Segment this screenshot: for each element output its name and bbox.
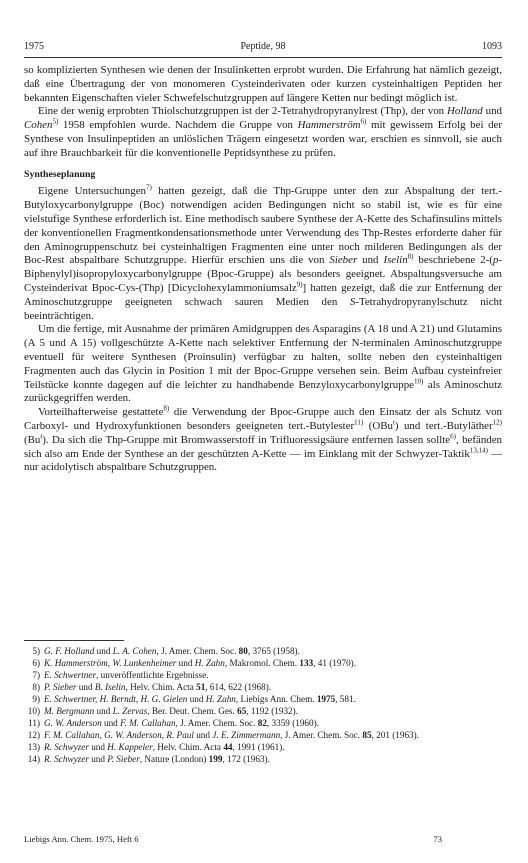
footnote: 12) F. M. Callahan, G. W. Anderson, R. Paul und J. E. Zimmermann, J. Amer. Chem. Soc. 85, 201 (1963). <box>27 730 420 740</box>
footnotes <box>24 645 502 765</box>
paragraph-5: Vorteilhafterweise gestattete$^{8)}$ die Verwendung der Bpoc-Gruppe auch den Einsatz der als Schutz von Carboxyl- und Hydroxyfunktionen besonders geeigneten tert.-Butylester$^{11)}$ (OBu$^t$) und tert.-Butyläther$^{12)}$ (Bu$^t$). Da sich die Thp-Gruppe mit Bromwasserstoff in Trifluoressigsäure entfernen lassen sollte$^{6)}$, befänden sich also am Ende der Synthese an der geschützten A-Kette — im Einklang mit der Schwyzer-Taktik$^{13,14)}$ — nur acidolytisch abspaltbare Schutzgruppen. <box>24 404 502 474</box>
footer-sheet-number: 73 <box>433 834 442 844</box>
footnote: 10) M. Bergmann und L. Zervas, Ber. Deut. Chem. Ges. 65, 1192 (1932). <box>27 706 299 716</box>
footnote: 14) R. Schwyzer und P. Sieber, Nature (London) 199, 172 (1963). <box>27 754 270 764</box>
article-body <box>24 64 502 475</box>
paragraph-4: Um die fertige, mit Ausnahme der primären Amidgruppen des Asparagins (A 18 und A 21) und Glutamins (A 5 und A 15) vollgeschützte A-Kette nach selektiver Entfernung der N-terminalen Aminoschutzgruppe eventuell für weitere Synthesen (Proinsulin) verfügbar zu halten, sollte neben den cysteinhaltigen Fragmenten auch das Glycin in Position 1 mit der Bpoc-Gruppe versehen sein. Beim Aufbau cysteinfreier Teilstücke konnte dagegen auf die leichter zu handhabende Benzyloxycarbonylgruppe$^{10)}$ als Aminoschutz zurückgegriffen werden. <box>24 323 502 405</box>
running-header <box>24 40 502 54</box>
header-year: 1975 <box>24 41 44 52</box>
paragraph-3: Eigene Untersuchungen$^{7)}$ hatten gezeigt, daß die Thp-Gruppe unter den zur Abspaltung der tert.-Butyloxycarbonylgruppe (Boc) notwendigen aciden Bedingungen nicht so stabil ist, wie es für eine vielstufige Synthese erforderlich ist. Eine methodisch saubere Synthese der A-Kette des Schafinsulins mittels der konventionellen Fragmentkondensationsmethode unter Verwendung des Thp-Restes erforderte daher für den Aminogruppenschutz bei cysteinhaltigen Fragmenten eine unter noch milderen Bedingungen als der Boc-Rest abspaltbare Schutzgruppe. Hierfür erschien uns die von Sieber und Iselin$^{8)}$ beschriebene 2-(p-Biphenylyl)isopropyloxycarbonylgruppe (Bpoc-Gruppe) als besonders geeignet. Abspaltungsversuche am Cysteinderivat Bpoc-Cys-(Thp) [Dicyclohexylammoniumsalz$^{9)}$] hatten gezeigt, daß die zur Entfernung der Aminoschutzgruppe geeigneten schwach sauren Medien den S-Tetrahydropyranylschutz nicht beeinträchtigen. <box>24 183 503 322</box>
footnote: 7) E. Schwertner, unveröffentlichte Ergebnisse. <box>32 670 209 680</box>
footnote-rule <box>24 640 124 641</box>
footer-journal: Liebigs Ann. Chem. 1975, Heft 6 <box>24 834 139 844</box>
footnote: 6) K. Hammerström, W. Lunkenheimer und H. Zahn, Makromol. Chem. 133, 41 (1970). <box>32 658 357 668</box>
paragraph-1: so komplizierten Synthesen wie denen der Insulinketten erprobt wurden. Die Erfahrung hat nämlich gezeigt, daß eine Übertragung der von monomeren Cysteinderivaten oder kurzen cysteinhaltigen Peptiden her bekannten Eigenschaften vieler Schwefelschutzgruppen auf längere Ketten nur bedingt möglich ist. <box>24 64 502 104</box>
header-title: Peptide, 98 <box>240 41 286 52</box>
paragraph-2: Eine der wenig erprobten Thiolschutzgruppen ist der 2-Tetrahydropyranylrest (Thp), der von Holland und Cohen$^{5)}$ 1958 empfohlen wurde. Nachdem die Gruppe von Hammerström$^{6)}$ mit gewissem Erfolg bei der Synthese von Insulinpeptiden an unlöslichen Trägern eingesetzt worden war, erschien es sinnvoll, sie auch auf ihre Brauchbarkeit für die konventionelle Peptidsynthese zu prüfen. <box>24 105 503 159</box>
header-rule <box>24 57 502 58</box>
footnote: 9) E. Schwertner, H. Berndt, H. G. Gielen und H. Zahn, Liebigs Ann. Chem. 1975, 581. <box>32 694 356 704</box>
footnote: 8) P. Sieber und B. Iselin, Helv. Chim. Acta 51, 614, 622 (1968). <box>32 682 272 692</box>
section-heading: Syntheseplanung <box>24 168 96 180</box>
footnote: 13) R. Schwyzer und H. Kappeler, Helv. Chim. Acta 44, 1991 (1961). <box>27 742 285 752</box>
footnote: 11) G. W. Anderson und F. M. Callahan, J. Amer. Chem. Soc. 82, 3359 (1960). <box>28 718 319 728</box>
footnote: 5) G. F. Holland und L. A. Cohen, J. Amer. Chem. Soc. 80, 3765 (1958). <box>32 646 300 656</box>
header-page-number: 1093 <box>482 41 502 52</box>
